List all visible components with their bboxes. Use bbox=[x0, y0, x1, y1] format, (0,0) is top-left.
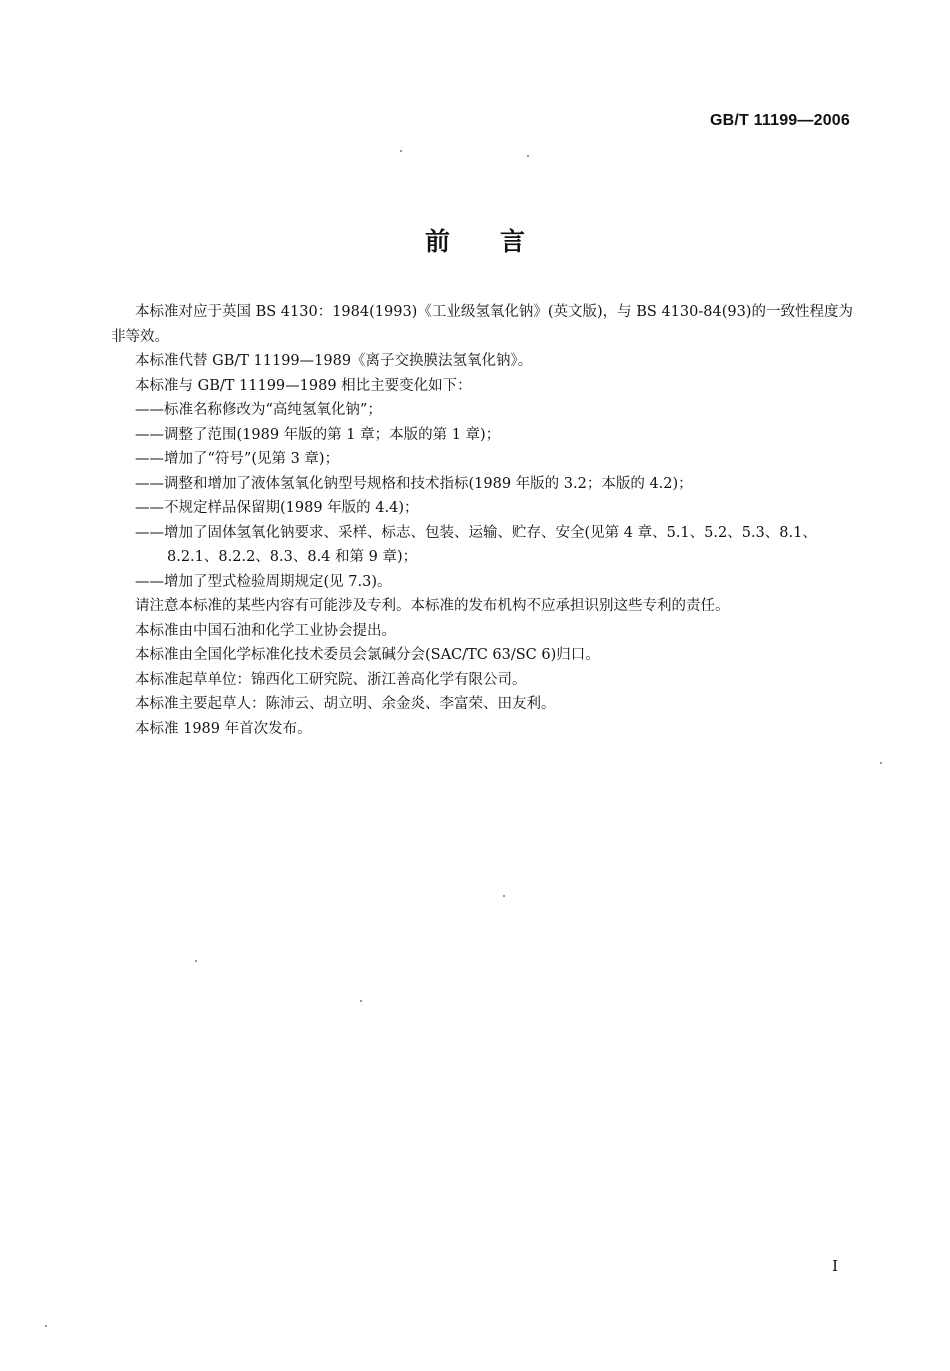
scan-speck bbox=[880, 762, 882, 764]
paragraph-correspondence: 本标准对应于英国 BS 4130：1984(1993)《工业级氢氧化钠》(英文版)，与 BS 4130-84(93)的一致性程度为非等效。 bbox=[111, 304, 853, 345]
change-item: ——增加了固体氢氧化钠要求、采样、标志、包装、运输、贮存、安全(见第 4 章、5.1、5.2、5.3、8.1、 bbox=[135, 524, 817, 541]
page-number: I bbox=[832, 1257, 838, 1275]
paragraph-first-issue: 本标准 1989 年首次发布。 bbox=[135, 720, 312, 737]
paragraph-proposer: 本标准由中国石油和化学工业协会提出。 bbox=[135, 622, 396, 639]
change-item: ——标准名称修改为“高纯氢氧化钠”； bbox=[135, 402, 382, 418]
change-item: ——增加了型式检验周期规定(见 7.3)。 bbox=[135, 573, 392, 590]
page-title: 前言 bbox=[424, 227, 575, 256]
paragraph-drafters: 本标准主要起草人：陈沛云、胡立明、余金炎、李富荣、田友利。 bbox=[135, 696, 556, 712]
paragraph-patent-notice: 请注意本标准的某些内容有可能涉及专利。本标准的发布机构不应承担识别这些专利的责任。 bbox=[135, 598, 730, 614]
paragraph-changes-intro: 本标准与 GB/T 11199—1989 相比主要变化如下： bbox=[135, 377, 472, 394]
change-item: ——调整和增加了液体氢氧化钠型号规格和技术指标(1989 年版的 3.2；本版的 4.2)； bbox=[135, 475, 693, 492]
scan-speck bbox=[45, 1325, 47, 1327]
scan-speck bbox=[503, 895, 505, 897]
change-item-continuation: 8.2.1、8.2.2、8.3、8.4 和第 9 章)； bbox=[167, 549, 418, 565]
change-item: ——增加了“符号”(见第 3 章)； bbox=[135, 451, 340, 467]
paragraph-committee: 本标准由全国化学标准化技术委员会氯碱分会(SAC/TC 63/SC 6)归口。 bbox=[135, 647, 600, 663]
scan-speck bbox=[195, 960, 197, 962]
scan-speck bbox=[527, 155, 529, 157]
foreword-body bbox=[111, 300, 856, 741]
scan-speck bbox=[400, 150, 402, 152]
paragraph-replaces: 本标准代替 GB/T 11199—1989《离子交换膜法氢氧化钠》。 bbox=[135, 353, 533, 369]
scan-speck bbox=[360, 1000, 362, 1002]
change-item: ——调整了范围(1989 年版的第 1 章；本版的第 1 章)； bbox=[135, 426, 501, 443]
standard-code: GB/T 11199—2006 bbox=[710, 112, 850, 129]
paragraph-drafting-units: 本标准起草单位：锦西化工研究院、浙江善高化学有限公司。 bbox=[135, 671, 527, 688]
change-item: ——不规定样品保留期(1989 年版的 4.4)； bbox=[135, 500, 419, 516]
